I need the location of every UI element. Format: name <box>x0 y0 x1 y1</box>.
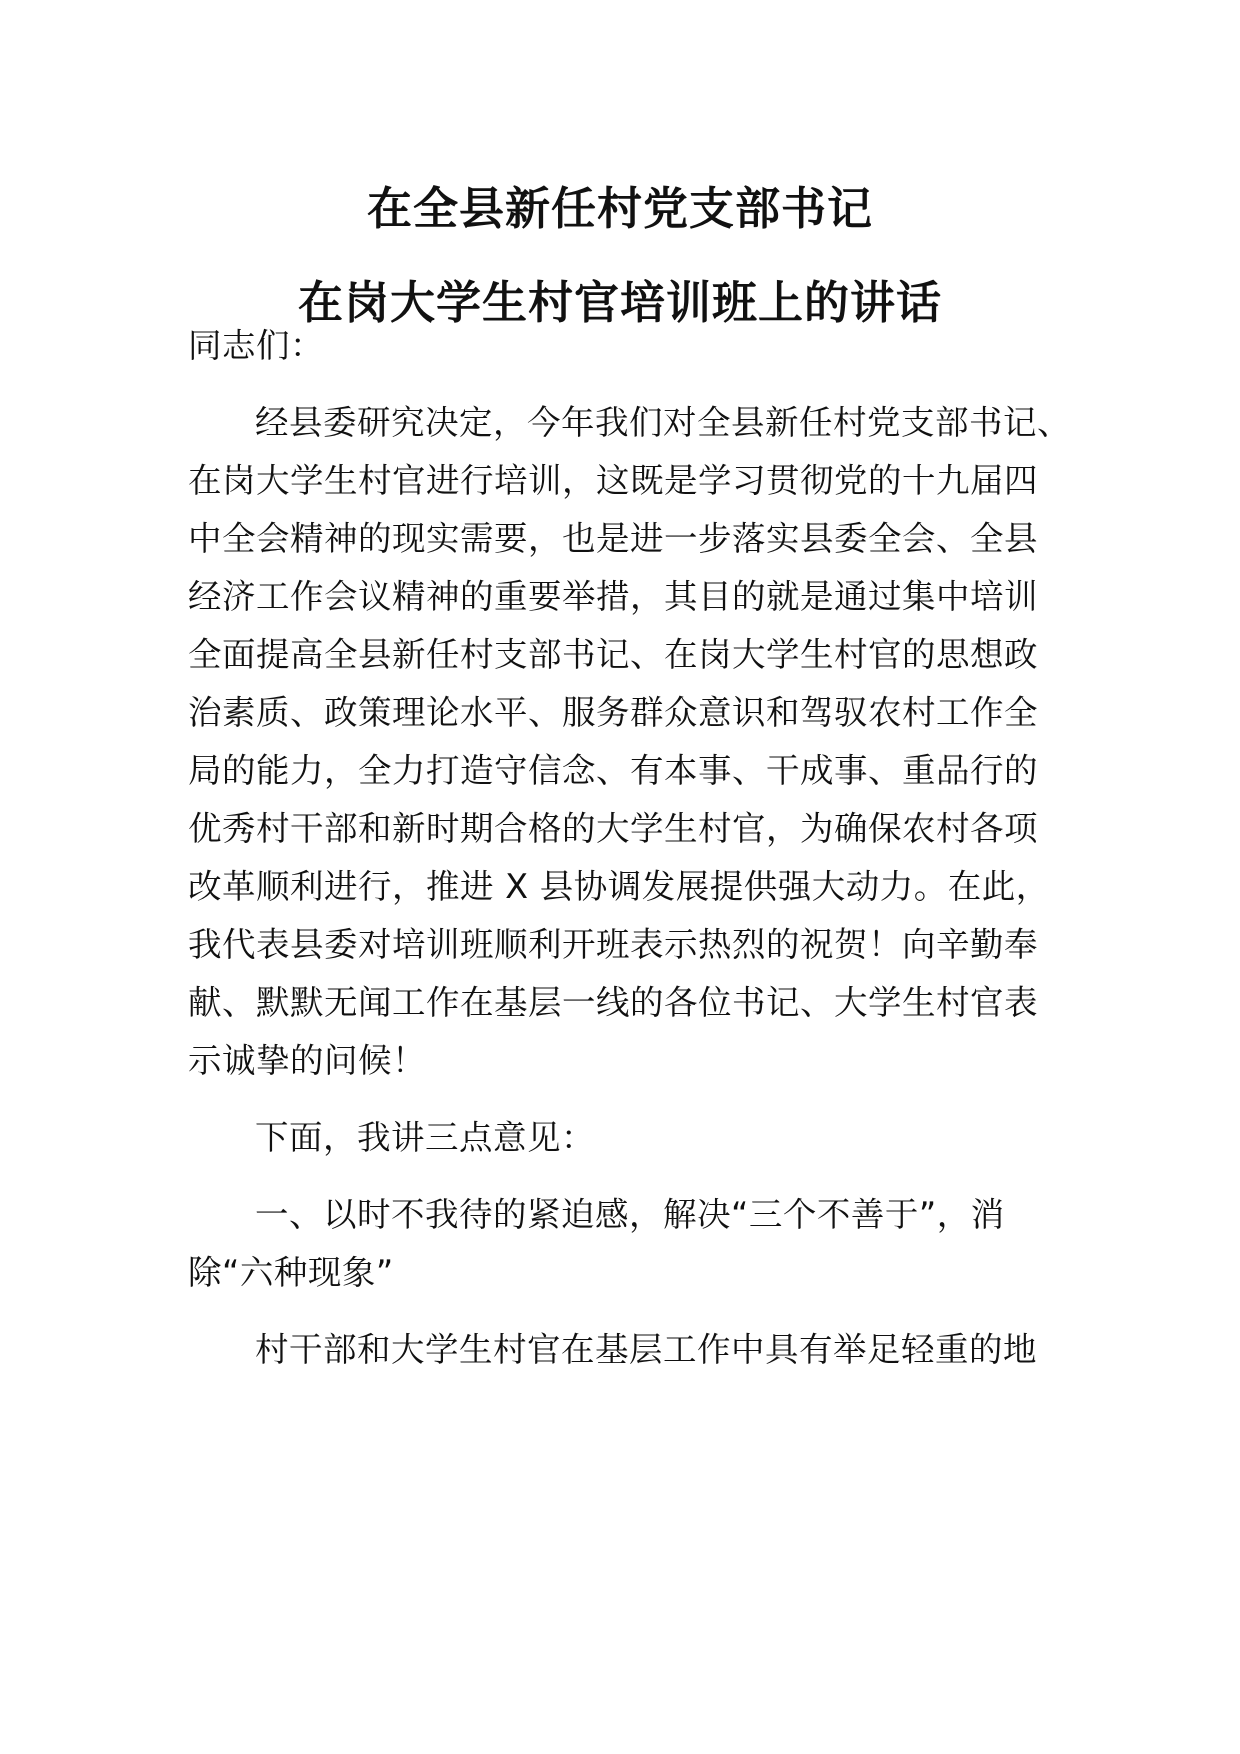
paragraph-1-line: 治素质、政策理论水平、服务群众意识和驾驭农村工作全 <box>188 693 1038 732</box>
paragraph-3-line: 村干部和大学生村官在基层工作中具有举足轻重的地 <box>255 1330 1037 1369</box>
paragraph-1-line: 在岗大学生村官进行培训，这既是学习贯彻党的十九届四 <box>188 461 1038 500</box>
paragraph-1-line: 优秀村干部和新时期合格的大学生村官，为确保农村各项 <box>188 809 1038 848</box>
section-heading-1-line: 一、以时不我待的紧迫感，解决“三个不善于”，消 <box>255 1195 1005 1234</box>
paragraph-1-line: 经济工作会议精神的重要举措，其目的就是通过集中培训 <box>188 577 1038 616</box>
paragraph-1-line: 全面提高全县新任村支部书记、在岗大学生村官的思想政 <box>188 635 1038 674</box>
paragraph-2: 下面，我讲三点意见： <box>255 1118 595 1157</box>
paragraph-1-line: 我代表县委对培训班顺利开班表示热烈的祝贺！向辛勤奉 <box>188 925 1038 964</box>
paragraph-1-line: 局的能力，全力打造守信念、有本事、干成事、重品行的 <box>188 751 1038 790</box>
paragraph-1-line: 中全会精神的现实需要，也是进一步落实县委全会、全县 <box>188 519 1038 558</box>
paragraph-1-line: 示诚挚的问候！ <box>188 1041 426 1080</box>
document-title-line-2: 在岗大学生村官培训班上的讲话 <box>297 276 942 329</box>
document-title-line-1: 在全县新任村党支部书记 <box>366 182 873 235</box>
paragraph-1-line: 改革顺利进行，推进 X 县协调发展提供强大动力。在此， <box>188 867 1050 906</box>
salutation: 同志们： <box>188 326 324 365</box>
section-heading-1-line: 除“六种现象” <box>188 1253 394 1292</box>
paragraph-1-line: 经县委研究决定，今年我们对全县新任村党支部书记、 <box>255 403 1071 442</box>
paragraph-1-line: 献、默默无闻工作在基层一线的各位书记、大学生村官表 <box>188 983 1038 1022</box>
